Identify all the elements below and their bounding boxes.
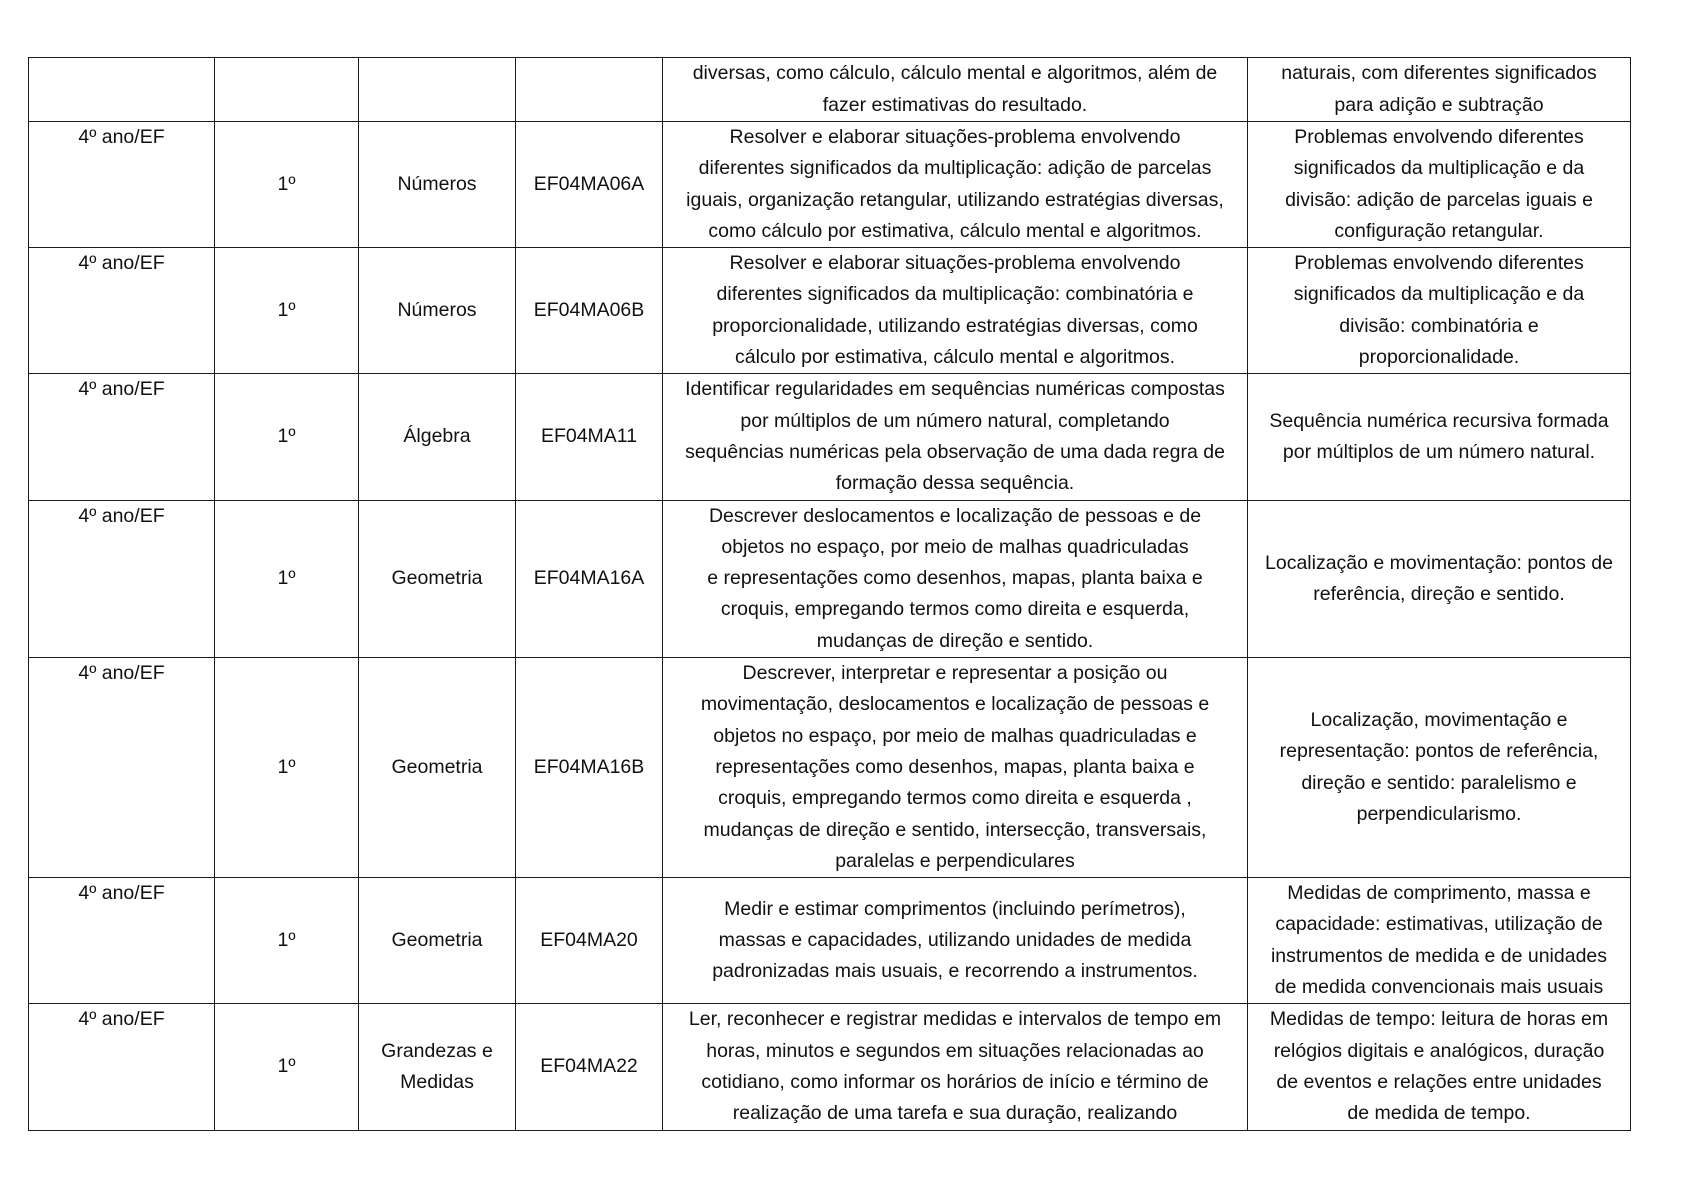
unit-line: Geometria (391, 755, 483, 778)
object-line: naturais, com diferentes significados (1281, 62, 1597, 85)
code-cell: EF04MA22 (516, 1004, 663, 1130)
term-cell: 1º (215, 500, 359, 657)
term-cell: 1º (215, 658, 359, 878)
unit-cell (359, 658, 516, 878)
object-line: significados da multiplicação e da (1293, 157, 1585, 180)
object-line: por múltiplos de um número natural. (1282, 440, 1596, 463)
skill-line: objetos no espaço, por meio de malhas quadriculadas e (713, 724, 1197, 747)
object-cell (1248, 58, 1631, 122)
object-line: capacidade: estimativas, utilização de (1275, 913, 1603, 936)
unit-cell (359, 878, 516, 1004)
skill-line: croquis, empregando termos como direita e esquerda , (718, 787, 1192, 810)
object-line: representação: pontos de referência, (1279, 740, 1599, 763)
unit-line: Medidas (400, 1070, 474, 1093)
code-cell: EF04MA06B (516, 248, 663, 374)
object-line: de eventos e relações entre unidades (1276, 1070, 1602, 1093)
skill-line: como cálculo por estimativa, cálculo mental e algoritmos. (708, 219, 1202, 242)
skill-line: Resolver e elaborar situações-problema envolvendo (729, 252, 1181, 275)
object-line: referência, direção e sentido. (1313, 582, 1565, 605)
skill-line: sequências numéricas pela observação de uma dada regra de (685, 440, 1225, 463)
object-line: divisão: adição de parcelas iguais e (1285, 188, 1593, 211)
unit-cell (359, 1004, 516, 1130)
year-cell: 4º ano/EF (29, 1004, 215, 1130)
skill-cell (663, 374, 1248, 500)
unit-line: Geometria (391, 567, 483, 590)
term-cell (215, 58, 359, 122)
year-cell: 4º ano/EF (29, 122, 215, 248)
unit-cell (359, 248, 516, 374)
object-line: Medidas de comprimento, massa e (1287, 882, 1591, 905)
object-line: instrumentos de medida e de unidades (1270, 944, 1608, 967)
object-cell (1248, 658, 1631, 878)
skill-line: iguais, organização retangular, utilizando estratégias diversas, (686, 188, 1224, 211)
unit-line: Números (397, 299, 477, 322)
object-line: direção e sentido: paralelismo e (1301, 771, 1577, 794)
object-line: Medidas de tempo: leitura de horas em (1269, 1008, 1609, 1031)
skill-line: padronizadas mais usuais, e recorrendo a instrumentos. (712, 960, 1198, 983)
year-cell: 4º ano/EF (29, 878, 215, 1004)
table-row (29, 58, 1631, 122)
skill-line: formação dessa sequência. (835, 472, 1075, 495)
skill-line: Identificar regularidades em sequências numéricas compostas (685, 378, 1225, 401)
skill-line: horas, minutos e segundos em situações relacionadas ao (706, 1039, 1204, 1062)
table-row (29, 1004, 1631, 1130)
skill-line: Medir e estimar comprimentos (incluindo perímetros), (724, 897, 1186, 920)
object-line: Problemas envolvendo diferentes (1294, 126, 1584, 148)
skill-line: Descrever, interpretar e representar a posição ou (742, 662, 1168, 685)
term-cell: 1º (215, 248, 359, 374)
object-line: Problemas envolvendo diferentes (1294, 252, 1584, 275)
skill-line: croquis, empregando termos como direita e esquerda, (720, 598, 1190, 621)
skill-line: paralelas e perpendiculares (835, 849, 1075, 872)
object-cell (1248, 374, 1631, 500)
table-row (29, 658, 1631, 878)
table-row (29, 374, 1631, 500)
skill-cell (663, 1004, 1248, 1130)
year-cell: 4º ano/EF (29, 658, 215, 878)
skill-cell (663, 248, 1248, 374)
skill-line: diferentes significados da multiplicação: combinatória e (716, 283, 1194, 306)
object-cell (1248, 1004, 1631, 1130)
object-line: para adição e subtração (1334, 93, 1544, 116)
term-cell: 1º (215, 122, 359, 248)
table-row (29, 122, 1631, 248)
object-cell (1248, 878, 1631, 1004)
term-cell: 1º (215, 878, 359, 1004)
skill-line: mudanças de direção e sentido, intersecção, transversais, (703, 818, 1207, 841)
object-line: de medida convencionais mais usuais (1274, 976, 1604, 999)
code-cell: EF04MA20 (516, 878, 663, 1004)
unit-line: Números (397, 172, 477, 195)
skill-cell (663, 500, 1248, 657)
skill-line: realização de uma tarefa e sua duração, realizando (732, 1102, 1178, 1125)
skill-line: proporcionalidade, utilizando estratégias diversas, como (712, 314, 1198, 337)
unit-line: Álgebra (403, 425, 471, 448)
table-row (29, 500, 1631, 657)
skill-cell (663, 658, 1248, 878)
object-line: Localização, movimentação e (1310, 708, 1568, 731)
object-line: Localização e movimentação: pontos de (1265, 551, 1613, 574)
year-cell: 4º ano/EF (29, 374, 215, 500)
code-cell (516, 58, 663, 122)
unit-line: Grandezas e (381, 1039, 493, 1062)
skill-line: e representações como desenhos, mapas, planta baixa e (707, 567, 1203, 590)
object-line: perpendicularismo. (1356, 802, 1522, 825)
unit-line: Geometria (391, 929, 483, 952)
skill-line: diferentes significados da multiplicação: adição de parcelas (698, 157, 1212, 180)
skill-line: fazer estimativas do resultado. (822, 93, 1088, 116)
code-cell: EF04MA16B (516, 658, 663, 878)
object-line: relógios digitais e analógicos, duração (1273, 1039, 1605, 1062)
skill-line: mudanças de direção e sentido. (816, 629, 1094, 652)
unit-cell (359, 122, 516, 248)
skill-line: por múltiplos de um número natural, completando (740, 409, 1170, 432)
table-row (29, 248, 1631, 374)
skill-cell (663, 58, 1248, 122)
skill-line: Descrever deslocamentos e localização de pessoas e de (708, 504, 1202, 527)
object-line: configuração retangular. (1334, 219, 1544, 242)
skill-line: Resolver e elaborar situações-problema envolvendo (729, 126, 1181, 148)
skill-line: movimentação, deslocamentos e localização de pessoas e (700, 693, 1210, 716)
skill-line: diversas, como cálculo, cálculo mental e algoritmos, além de (692, 62, 1218, 85)
skill-line: objetos no espaço, por meio de malhas quadriculadas (721, 535, 1189, 558)
code-cell: EF04MA16A (516, 500, 663, 657)
object-cell (1248, 122, 1631, 248)
curriculum-table (28, 57, 1631, 1131)
skill-line: massas e capacidades, utilizando unidades de medida (718, 929, 1192, 952)
code-cell: EF04MA06A (516, 122, 663, 248)
skill-line: representações como desenhos, mapas, planta baixa e (715, 755, 1195, 778)
object-line: proporcionalidade. (1358, 346, 1520, 369)
skill-line: Ler, reconhecer e registrar medidas e intervalos de tempo em (688, 1008, 1222, 1031)
skill-line: cotidiano, como informar os horários de início e término de (701, 1070, 1209, 1093)
year-cell (29, 58, 215, 122)
skill-cell (663, 122, 1248, 248)
year-cell: 4º ano/EF (29, 500, 215, 657)
object-cell (1248, 248, 1631, 374)
object-line: de medida de tempo. (1347, 1102, 1531, 1125)
skill-line: cálculo por estimativa, cálculo mental e algoritmos. (734, 346, 1176, 369)
term-cell: 1º (215, 1004, 359, 1130)
skill-cell (663, 878, 1248, 1004)
term-cell: 1º (215, 374, 359, 500)
year-cell: 4º ano/EF (29, 248, 215, 374)
unit-cell (359, 58, 516, 122)
object-line: significados da multiplicação e da (1293, 283, 1585, 306)
unit-cell (359, 500, 516, 657)
object-line: Sequência numérica recursiva formada (1269, 409, 1609, 432)
object-cell (1248, 500, 1631, 657)
code-cell: EF04MA11 (516, 374, 663, 500)
object-line: divisão: combinatória e (1339, 314, 1539, 337)
unit-cell (359, 374, 516, 500)
table-row (29, 878, 1631, 1004)
